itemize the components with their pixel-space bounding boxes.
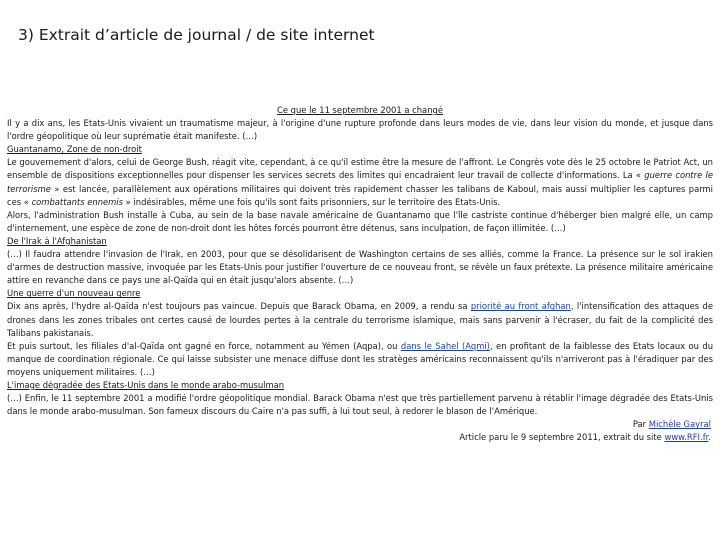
paragraph-irak: (…) Il faudra attendre l'invasion de l'Irak, en 2003, pour que se désolidarisent de Washington certains de ses alliés, comme la France. La présence sur le sol irakien d'armes de destruction massive, invoquée par les Etats-Unis pour justifier l'ouverture de ce nouveau front, se révèle un faux prétexte. La présence militaire américaine attire en revanche dans ce pays une al-Qaïda qui en était jusqu'alors absente. (…)	[7, 249, 713, 286]
text-segment: , en profitant de la faiblesse des Etats locaux ou du manque de coordination régionale. Ce qui laisse subsister une menace diffuse dont les stratèges américains reconnaissent qu'ils n'arriveront pas à l'éradiquer par des moyens uniquement militaires. (…)	[7, 340, 713, 377]
section-title-guantanamo: Guantanamo, Zone de non-droit	[7, 144, 142, 155]
text-segment: Le gouvernement d'alors, celui de George Bush, réagit vite, cependant, à ce qu'il estime être la mesure de l'affront. Le Congrès vote dès le 25 octobre le Patriot Act, un ensemble de dispositions exceptionnelles pour dispenser les services secrets des limites qui encadraient leur travail de collecte d'informations. La «	[7, 157, 713, 181]
paragraph-drones	[7, 300, 713, 339]
text-segment: » est lancée, parallèlement aux opérations militaires qui doivent très rapidement chasser les talibans de Kaboul, mais aussi multiplier les captures parmi ces «	[7, 183, 713, 207]
section-title-irak: De l'Irak à l'Afghanistan	[7, 235, 107, 246]
source-line	[7, 431, 713, 444]
link-front-afghan[interactable]: priorité au front afghan	[470, 301, 571, 312]
text-segment: » indésirables, même une fois qu'ils sont faits prisonniers, sur le territoire des Etats-Unis.	[123, 196, 501, 207]
section-title-nouvelle-guerre: Une guerre d'un nouveau genre	[7, 288, 141, 299]
paragraph-guantanamo-camp: Alors, l'administration Bush installe à Cuba, au sein de la base navale américaine de Guantanamo que l'île castriste continue d'héberger bien malgré elle, un camp d'internement, une espèce de zone de non-droit dont les hôtes forcés pourront être détenus, sans inculpation, de façon illimitée. (…)	[7, 209, 713, 233]
byline-prefix: Par	[632, 419, 649, 430]
article-extract	[7, 104, 713, 444]
article-intro: Il y a dix ans, les Etats-Unis vivaient un traumatisme majeur, à l'origine d'une rupture profonde dans leurs modes de vie, dans leur vision du monde, et jusque dans l'ordre géopolitique où leur suprématie était manifeste. (…)	[7, 118, 713, 142]
paragraph-patriot-act	[7, 156, 713, 208]
byline	[7, 418, 713, 431]
paragraph-filiales	[7, 340, 713, 379]
paragraph-obama: (…) Enfin, le 11 septembre 2001 a modifié l'ordre géopolitique mondial. Barack Obama n'est que très partiellement parvenu à rétablir l'image dégradée des Etats-Unis dans le monde arabo-musulman. Son fameux discours du Caire n'a pas suffi, à lui tout seul, à redorer le blason de l'Amérique.	[7, 393, 713, 417]
link-sahel-aqmi[interactable]: dans le Sahel (Aqmi)	[400, 340, 490, 351]
source-suffix: .	[708, 432, 711, 443]
text-segment: , l'intensification des attaques de drones dans les zones tribales ont certes causé de lourdes pertes à la centrale du terrorisme islamique, mais sans parvenir à l'écraser, du fait de la complicité des Talibans pakistanais.	[7, 301, 713, 338]
emphasis-text: guerre contre le terrorisme	[7, 170, 713, 194]
section-title-image-degradee: L'image dégradée des Etats-Unis dans le monde arabo-musulman	[7, 379, 285, 390]
link-author[interactable]: Michèle Gayral	[648, 419, 711, 430]
text-segment: Et puis surtout, les filiales d'al-Qaïda ont gagné en force, notamment au Yémen (Aqpa), ou	[7, 340, 401, 351]
slide-title: 3) Extrait d’article de journal / de site internet	[18, 26, 375, 44]
text-segment: Dix ans après, l'hydre al-Qaïda n'est toujours pas vaincue. Depuis que Barack Obama, en 2009, a rendu sa	[7, 301, 471, 312]
link-source-site[interactable]: www.RFI.fr	[664, 432, 709, 443]
emphasis-text: combattants ennemis	[31, 196, 123, 207]
source-prefix: Article paru le 9 septembre 2011, extrait du site	[459, 432, 665, 443]
article-headline: Ce que le 11 septembre 2001 a changé	[277, 105, 443, 115]
